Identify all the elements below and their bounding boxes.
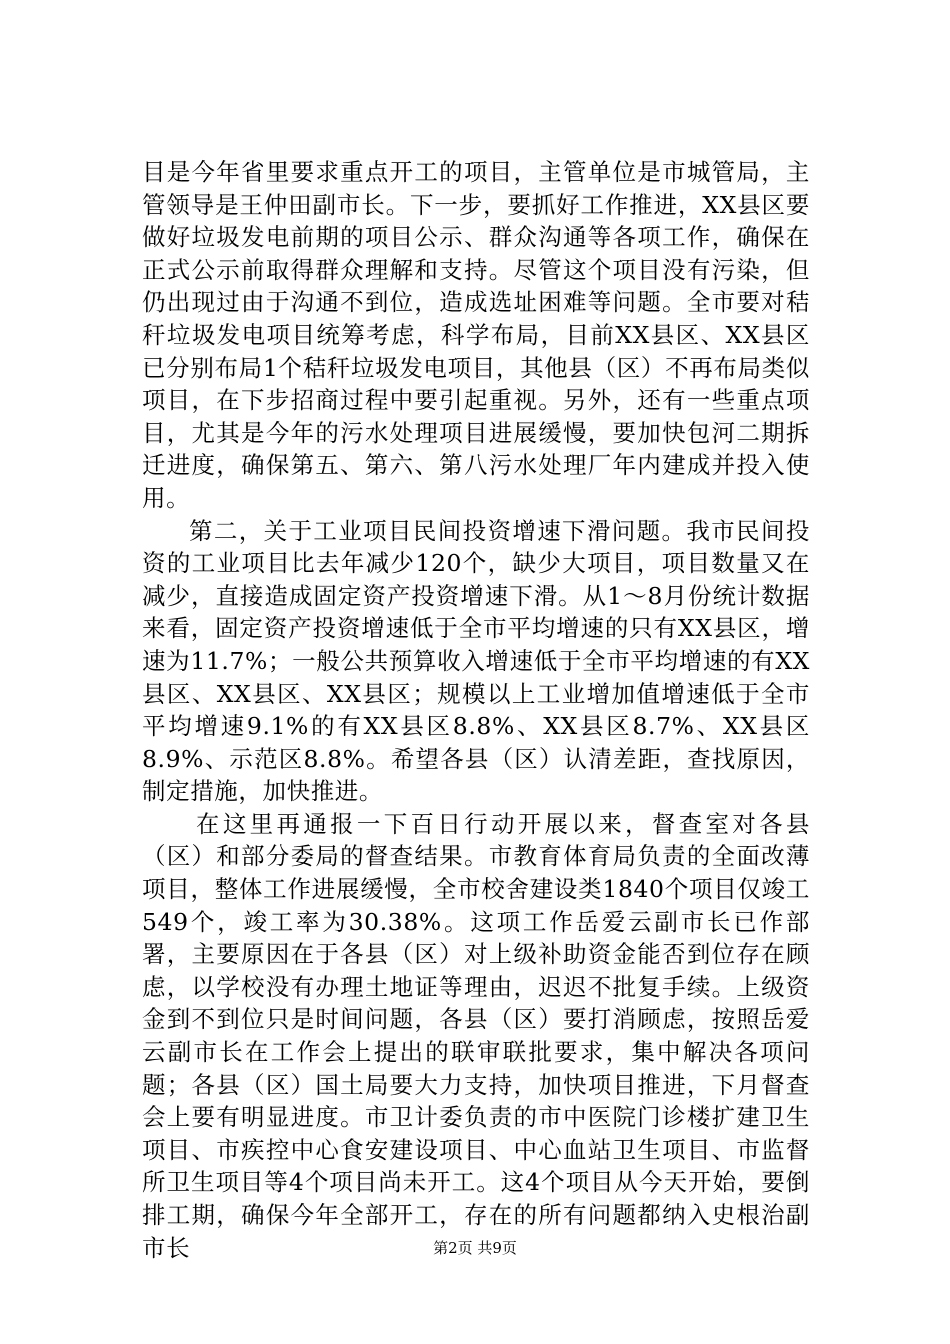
paragraph-industrial-investment: 第二，关于工业项目民间投资增速下滑问题。我市民间投资的工业项目比去年减少120个，缺少大项目，项目数量又在减少，直接造成固定资产投资增速下滑。从1～8月份统计数据来看，固定资产投资增速低于全市平均增速的只有XX县区，增速为11.7%；一般公共预算收入增速低于全市平均增速的有XX县区、XX县区、XX县区；规模以上工业增加值增速低于全市平均增速9.1%的有XX县区8.8%、XX县区8.7%、XX县区8.9%、示范区8.8%。希望各县（区）认清差距，查找原因，制定措施，加快推进。 (142, 516, 810, 806)
document-body (142, 156, 810, 1264)
page-footer: 第2页 共9页 (433, 1239, 517, 1257)
paragraph-inspection-results: 在这里再通报一下百日行动开展以来，督查室对各县（区）和部分委局的督查结果。市教育体育局负责的全面改薄项目，整体工作进展缓慢，全市校舍建设类1840个项目仅竣工549个，竣工率为30.38%。这项工作岳爱云副市长已作部署，主要原因在于各县（区）对上级补助资金能否到位存在顾虑，以学校没有办理土地证等理由，迟迟不批复手续。上级资金到不到位只是时间问题，各县（区）要打消顾虑，按照岳爱云副市长在工作会上提出的联审联批要求，集中解决各项问题；各县（区）国土局要大力支持，加快项目推进，下月督查会上要有明显进度。市卫计委负责的市中医院门诊楼扩建卫生项目、市疾控中心食安建设项目、中心血站卫生项目、市监督所卫生项目等4个项目尚未开工。这4个项目从今天开始，要倒排工期，确保今年全部开工，存在的所有问题都纳入史根治副市长 (142, 809, 810, 1262)
paragraph-continuation: 目是今年省里要求重点开工的项目，主管单位是市城管局，主管领导是王仲田副市长。下一步，要抓好工作推进，XX县区要做好垃圾发电前期的项目公示、群众沟通等各项工作，确保在正式公示前取得群众理解和支持。尽管这个项目没有污染，但仍出现过由于沟通不到位，造成选址困难等问题。全市要对秸秆垃圾发电项目统筹考虑，科学布局，目前XX县区、XX县区已分别布局1个秸秆垃圾发电项目，其他县（区）不再布局类似项目，在下步招商过程中要引起重视。另外，还有一些重点项目，尤其是今年的污水处理项目进展缓慢，要加快包河二期拆迁进度，确保第五、第六、第八污水处理厂年内建成并投入使用。 (142, 158, 810, 512)
